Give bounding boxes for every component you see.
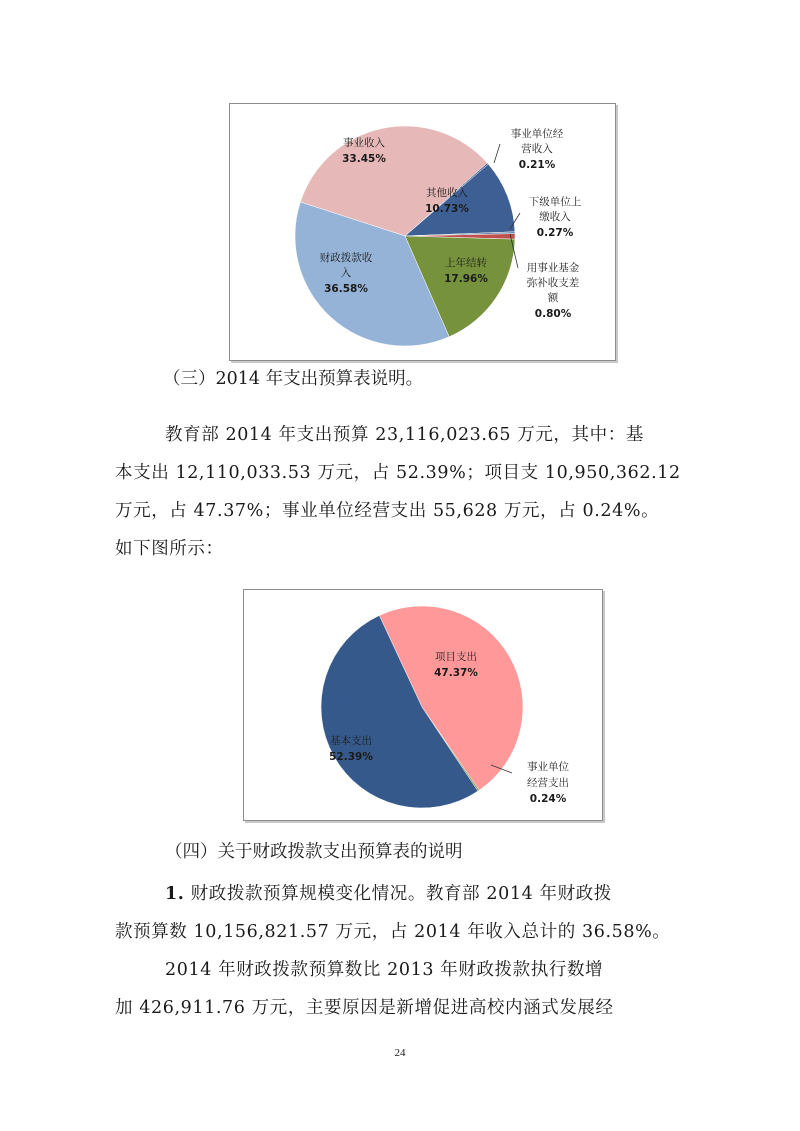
slice-percent-jingying: 0.21% xyxy=(518,159,556,171)
slice-label-jijin-2: 弥补收支差 xyxy=(526,277,580,289)
page-number: 24 xyxy=(394,1047,406,1059)
paragraph-line: 万元，占 47.37%；事业单位经营支出 55,628 万元，占 0.24%。 xyxy=(115,501,660,521)
slice-label-jijin-1: 用事业基金 xyxy=(526,262,580,274)
slice-label-xiangmu: 项目支出 xyxy=(435,651,477,663)
paragraph-line xyxy=(115,875,681,913)
slice-percent-jingying: 0.24% xyxy=(529,793,567,805)
expenditure-pie-chart xyxy=(243,589,603,821)
paragraph-line: 2014 年财政拨款预算数比 2013 年财政拨款执行数增 xyxy=(165,960,604,980)
section-heading-4: （四）关于财政拨款支出预算表的说明 xyxy=(165,842,463,862)
slice-percent-xiangmu: 47.37% xyxy=(434,667,478,679)
paragraph-line: 本支出 12,110,033.53 万元，占 52.39%；项目支 10,950,362.12 xyxy=(115,463,681,483)
slice-label-qita: 其他收入 xyxy=(426,187,468,199)
paragraph-line: 加 426,911.76 万元，主要原因是新增促进高校内涵式发展经 xyxy=(115,998,614,1018)
paragraph-line: 教育部 2014 年支出预算 23,116,023.65 万元，其中：基 xyxy=(165,425,644,445)
income-pie-chart xyxy=(229,103,616,361)
item-number: 1. xyxy=(165,884,185,904)
section-heading-3: （三）2014 年支出预算表说明。 xyxy=(163,369,424,389)
leader-line xyxy=(494,144,500,163)
slice-percent-qita: 10.73% xyxy=(425,203,469,215)
slice-label-xiaji-1: 下级单位上 xyxy=(528,196,582,208)
slice-percent-shiye: 33.45% xyxy=(342,153,386,165)
paragraph-text: 财政拨款预算规模变化情况。教育部 2014 年财政拨 xyxy=(184,884,612,904)
slice-label-jingying-2: 经营支出 xyxy=(527,777,569,789)
slice-label-shiye: 事业收入 xyxy=(343,137,385,149)
paragraph-appropriation xyxy=(115,875,681,1027)
slice-label-jingying-2: 营收入 xyxy=(521,143,553,155)
slice-percent-xiaji: 0.27% xyxy=(536,227,574,239)
slice-label-caizheng-2: 入 xyxy=(340,267,352,279)
paragraph-expenditure xyxy=(115,416,681,568)
slice-percent-caizheng: 36.58% xyxy=(324,283,368,295)
income-pie-svg xyxy=(230,104,615,360)
slice-label-jijin-3: 额 xyxy=(547,292,559,304)
slice-percent-jijin: 0.80% xyxy=(534,308,572,320)
slice-label-caizheng-1: 财政拨款收 xyxy=(319,252,373,264)
paragraph-line: 如下图所示： xyxy=(115,539,224,559)
slice-label-jiben: 基本支出 xyxy=(330,735,372,747)
slice-label-jiezhuan: 上年结转 xyxy=(445,257,487,269)
expenditure-pie-svg xyxy=(244,590,602,820)
slice-percent-jiezhuan: 17.96% xyxy=(444,273,488,285)
slice-label-jingying-1: 事业单位经 xyxy=(510,128,564,140)
paragraph-line: 款预算数 10,156,821.57 万元，占 2014 年收入总计的 36.58%。 xyxy=(115,922,671,942)
slice-label-jingying-1: 事业单位 xyxy=(527,761,569,773)
slice-percent-jiben: 52.39% xyxy=(329,751,373,763)
slice-label-xiaji-2: 缴收入 xyxy=(539,211,571,223)
